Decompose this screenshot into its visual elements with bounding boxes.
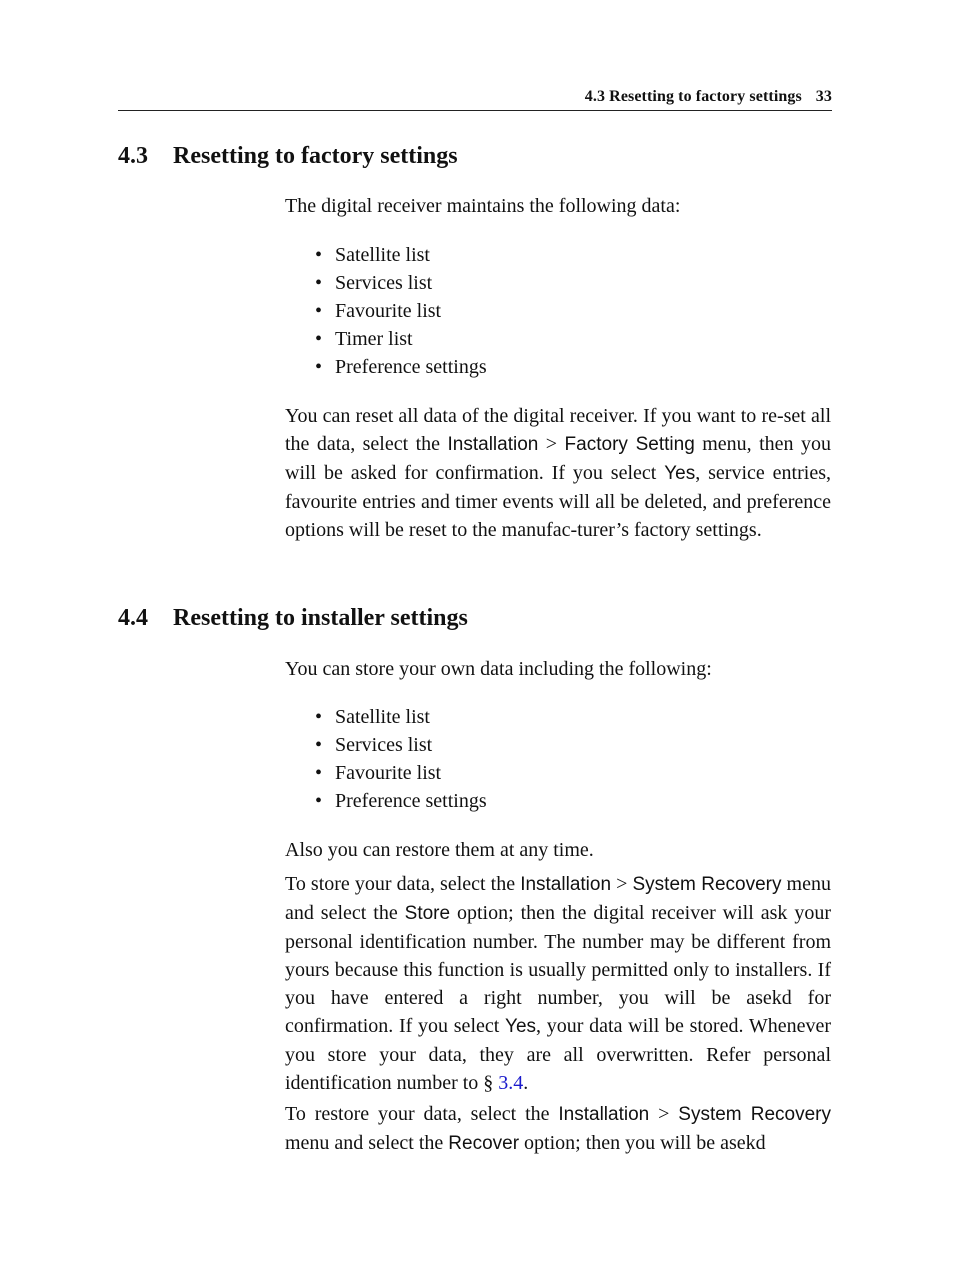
list-item: • Services list	[315, 269, 487, 297]
menu-installation: Installation	[447, 434, 539, 455]
list-item: • Timer list	[315, 325, 487, 353]
list-item: • Services list	[315, 731, 487, 759]
factory-reset-paragraph	[285, 402, 831, 544]
option-store: Store	[404, 903, 451, 924]
section-title: Resetting to factory settings	[173, 143, 458, 169]
text-run: To store your data, select the	[285, 873, 521, 895]
text-run: You can reset all data of the digital receiver. If you want to re-set all the data, select the	[285, 405, 831, 455]
text-run: option; then the digital receiver will ask your personal identification number. The number may be different from yours because this function is usually permitted only to installers. If you have entered a right number, you will be asekd for confirmation. If you select	[285, 902, 831, 1037]
list-item: • Preference settings	[315, 353, 487, 381]
menu-system-recovery: System Recovery	[632, 874, 782, 895]
menu-installation: Installation	[520, 874, 612, 895]
bullet-list-factory-data	[315, 241, 487, 381]
text-run: menu and select the	[285, 1132, 449, 1154]
bullet-list-installer-data	[315, 703, 487, 815]
cross-reference-link[interactable]: 3.4	[498, 1072, 524, 1094]
restore-note: Also you can restore them at any time.	[285, 839, 594, 861]
option-yes: Yes	[664, 463, 696, 484]
list-item: • Satellite list	[315, 703, 487, 731]
header-section-title: 4.3 Resetting to factory settings	[584, 88, 802, 105]
section-intro: The digital receiver maintains the following data:	[285, 195, 681, 217]
section-heading-4-4	[118, 605, 468, 632]
text-run: menu and select the	[285, 873, 831, 924]
list-item: • Favourite list	[315, 297, 487, 325]
section-title: Resetting to installer settings	[173, 605, 468, 631]
menu-factory-setting: Factory Setting	[564, 434, 695, 455]
section-number: 4.4	[118, 605, 148, 631]
text-run: To restore your data, select the	[285, 1103, 559, 1125]
section-intro: You can store your own data including the following:	[285, 658, 712, 680]
list-item: • Favourite list	[315, 759, 487, 787]
page-number: 33	[815, 88, 832, 105]
running-header	[118, 86, 832, 111]
section-number: 4.3	[118, 143, 148, 169]
text-run: .	[523, 1072, 529, 1094]
menu-separator: >	[649, 1103, 679, 1125]
option-recover: Recover	[448, 1133, 520, 1154]
list-item: • Preference settings	[315, 787, 487, 815]
option-yes: Yes	[505, 1016, 537, 1037]
text-run: menu, then you will be asked for confirmation. If you select	[285, 433, 831, 484]
section-heading-4-3	[118, 143, 458, 170]
text-run: , your data will be stored. Whenever you store your data, they are all overwritten. Refer personal identification number to §	[285, 1015, 831, 1094]
menu-system-recovery: System Recovery	[678, 1104, 832, 1125]
menu-installation: Installation	[558, 1104, 650, 1125]
list-item: • Satellite list	[315, 241, 487, 269]
menu-separator: >	[611, 873, 633, 895]
store-paragraph	[285, 870, 831, 1097]
menu-separator: >	[538, 433, 565, 455]
restore-paragraph	[285, 1100, 831, 1158]
text-run: , service entries, favourite entries and timer events will all be deleted, and preference options will be reset to the manufac-turer’s factory settings.	[285, 462, 831, 541]
running-header-text	[585, 88, 832, 106]
text-run: option; then you will be asekd	[519, 1132, 766, 1154]
